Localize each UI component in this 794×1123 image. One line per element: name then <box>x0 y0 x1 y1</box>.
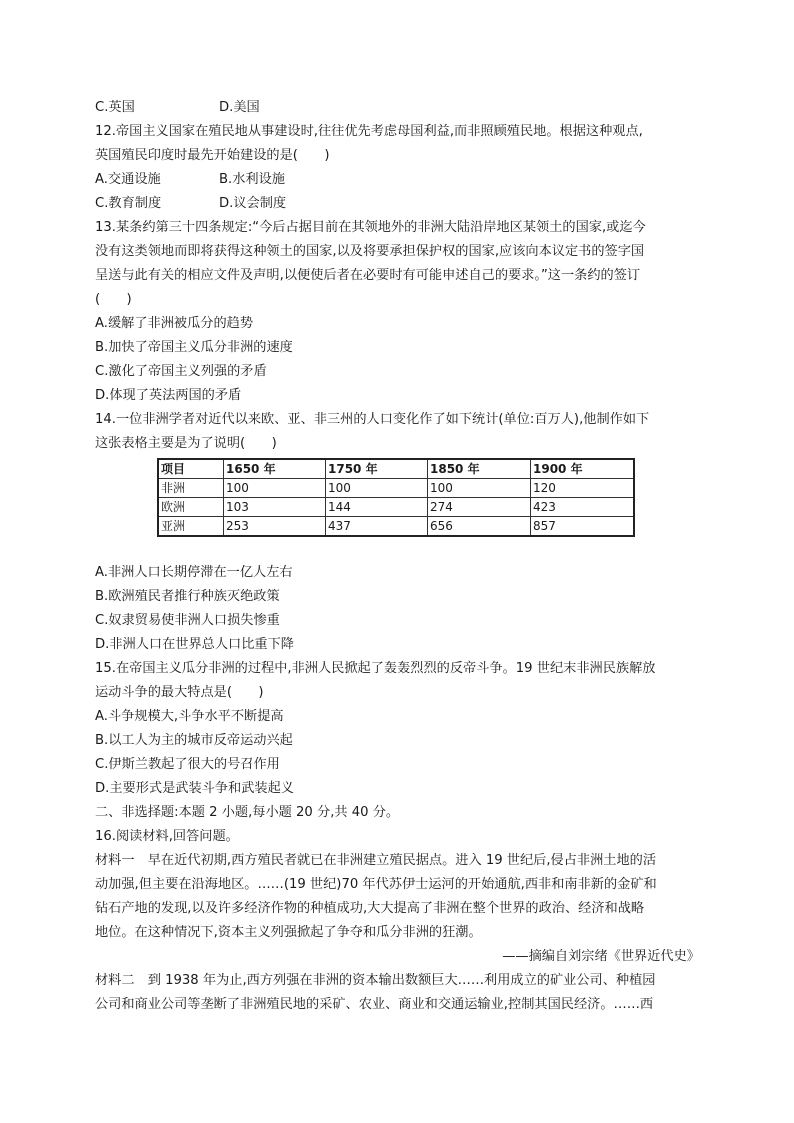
q16-material-1-line-4: 地位。在这种情况下,资本主义列强掀起了争夺和瓜分非洲的狂潮。 <box>95 925 482 940</box>
q12-option-a[interactable]: A.交通设施 <box>95 172 161 187</box>
q13-option-b[interactable]: B.加快了帝国主义瓜分非洲的速度 <box>95 340 293 355</box>
table-cell: 423 <box>531 498 635 517</box>
q13-option-a[interactable]: A.缓解了非洲被瓜分的趋势 <box>95 316 254 331</box>
q11-option-d[interactable]: D.美国 <box>219 100 260 115</box>
table-header-cell: 1750 年 <box>326 459 428 479</box>
table-cell: 100 <box>224 479 326 498</box>
table-row <box>158 517 634 537</box>
q13-stem-line-3: 呈送与此有关的相应文件及声明,以便使后者在必要时有可能申述自己的要求。”这一条约的签订 <box>95 268 641 283</box>
q16-material-1-line-2: 动加强,但主要在沿海地区。……(19 世纪)70 年代苏伊士运河的开始通航,西非和南非新的金矿和 <box>95 877 657 892</box>
table-header-row <box>158 459 634 479</box>
table-cell: 亚洲 <box>158 517 224 537</box>
q16-material-1-line-3: 钻石产地的发现,以及许多经济作物的种植成功,大大提高了非洲在整个世界的政治、经济和战略 <box>95 901 645 916</box>
q13-option-d[interactable]: D.体现了英法两国的矛盾 <box>95 388 242 403</box>
table-cell: 274 <box>428 498 531 517</box>
table-header-cell: 1650 年 <box>224 459 326 479</box>
table-cell: 120 <box>531 479 635 498</box>
q14-option-a[interactable]: A.非洲人口长期停滞在一亿人左右 <box>95 565 293 580</box>
question-12 <box>95 120 700 216</box>
table-cell: 437 <box>326 517 428 537</box>
q12-option-c[interactable]: C.教育制度 <box>95 196 162 211</box>
q14-option-c[interactable]: C.奴隶贸易使非洲人口损失惨重 <box>95 613 280 628</box>
question-13 <box>95 216 700 408</box>
q13-stem-line-4: ( ) <box>95 292 132 307</box>
q14-option-d[interactable]: D.非洲人口在世界总人口比重下降 <box>95 637 294 652</box>
q12-option-b[interactable]: B.水利设施 <box>219 172 285 187</box>
q14-stem-line-2: 这张表格主要是为了说明( ) <box>95 436 277 451</box>
table-cell: 656 <box>428 517 531 537</box>
q12-stem-line-1: 12.帝国主义国家在殖民地从事建设时,往往优先考虑母国利益,而非照顾殖民地。根据这种观点, <box>95 124 643 139</box>
q12-options-ab <box>95 168 700 192</box>
table-row <box>158 479 634 498</box>
table-cell: 103 <box>224 498 326 517</box>
table-header-cell: 1850 年 <box>428 459 531 479</box>
q11-option-c[interactable]: C.英国 <box>95 100 135 115</box>
table-row <box>158 498 634 517</box>
q16-material-2-line-1: 材料二 到 1938 年为止,西方列强在非洲的资本输出数额巨大……利用成立的矿业公司、种植园 <box>95 973 656 988</box>
q16-title: 16.阅读材料,回答问题。 <box>95 829 239 844</box>
section-heading: 二、非选择题:本题 2 小题,每小题 20 分,共 40 分。 <box>95 805 400 820</box>
q12-options-cd <box>95 192 700 216</box>
q13-stem-line-1: 13.某条约第三十四条规定:“今后占据目前在其领地外的非洲大陆沿岸地区某领土的国家,或迄今 <box>95 220 646 235</box>
q14-stem-line-1: 14.一位非洲学者对近代以来欧、亚、非三州的人口变化作了如下统计(单位:百万人),他制作如下 <box>95 412 650 427</box>
q12-stem-line-2: 英国殖民印度时最先开始建设的是( ) <box>95 148 330 163</box>
exam-page <box>95 96 700 1017</box>
q15-stem-line-2: 运动斗争的最大特点是( ) <box>95 685 264 700</box>
q15-option-a[interactable]: A.斗争规模大,斗争水平不断提高 <box>95 709 284 724</box>
q15-option-c[interactable]: C.伊斯兰教起了很大的号召作用 <box>95 757 280 772</box>
table-cell: 非洲 <box>158 479 224 498</box>
q16-material-1-source: ——摘编自刘宗绪《世界近代史》 <box>502 949 700 964</box>
table-header-cell: 项目 <box>158 459 224 479</box>
q11-options-cd <box>95 96 700 120</box>
q15-stem-line-1: 15.在帝国主义瓜分非洲的过程中,非洲人民掀起了轰轰烈烈的反帝斗争。19 世纪末非洲民族解放 <box>95 661 656 676</box>
q12-option-d[interactable]: D.议会制度 <box>219 196 287 211</box>
table-cell: 857 <box>531 517 635 537</box>
q15-option-d[interactable]: D.主要形式是武装斗争和武装起义 <box>95 781 294 796</box>
q16-material-2-line-2: 公司和商业公司等垄断了非洲殖民地的采矿、农业、商业和交通运输业,控制其国民经济。……西 <box>95 997 654 1012</box>
question-16 <box>95 825 700 1017</box>
q13-option-c[interactable]: C.激化了帝国主义列强的矛盾 <box>95 364 267 379</box>
table-cell: 100 <box>326 479 428 498</box>
q14-option-b[interactable]: B.欧洲殖民者推行种族灭绝政策 <box>95 589 280 604</box>
table-cell: 144 <box>326 498 428 517</box>
table-cell: 253 <box>224 517 326 537</box>
question-15 <box>95 657 700 801</box>
q16-material-1-line-1: 材料一 早在近代初期,西方殖民者就已在非洲建立殖民据点。进入 19 世纪后,侵占非洲土地的活 <box>95 853 657 868</box>
table-cell: 欧洲 <box>158 498 224 517</box>
table-header-cell: 1900 年 <box>531 459 635 479</box>
question-14 <box>95 408 700 657</box>
table-cell: 100 <box>428 479 531 498</box>
population-table <box>157 458 635 537</box>
q15-option-b[interactable]: B.以工人为主的城市反帝运动兴起 <box>95 733 293 748</box>
q13-stem-line-2: 没有这类领地而即将获得这种领土的国家,以及将要承担保护权的国家,应该向本议定书的签字国 <box>95 244 645 259</box>
